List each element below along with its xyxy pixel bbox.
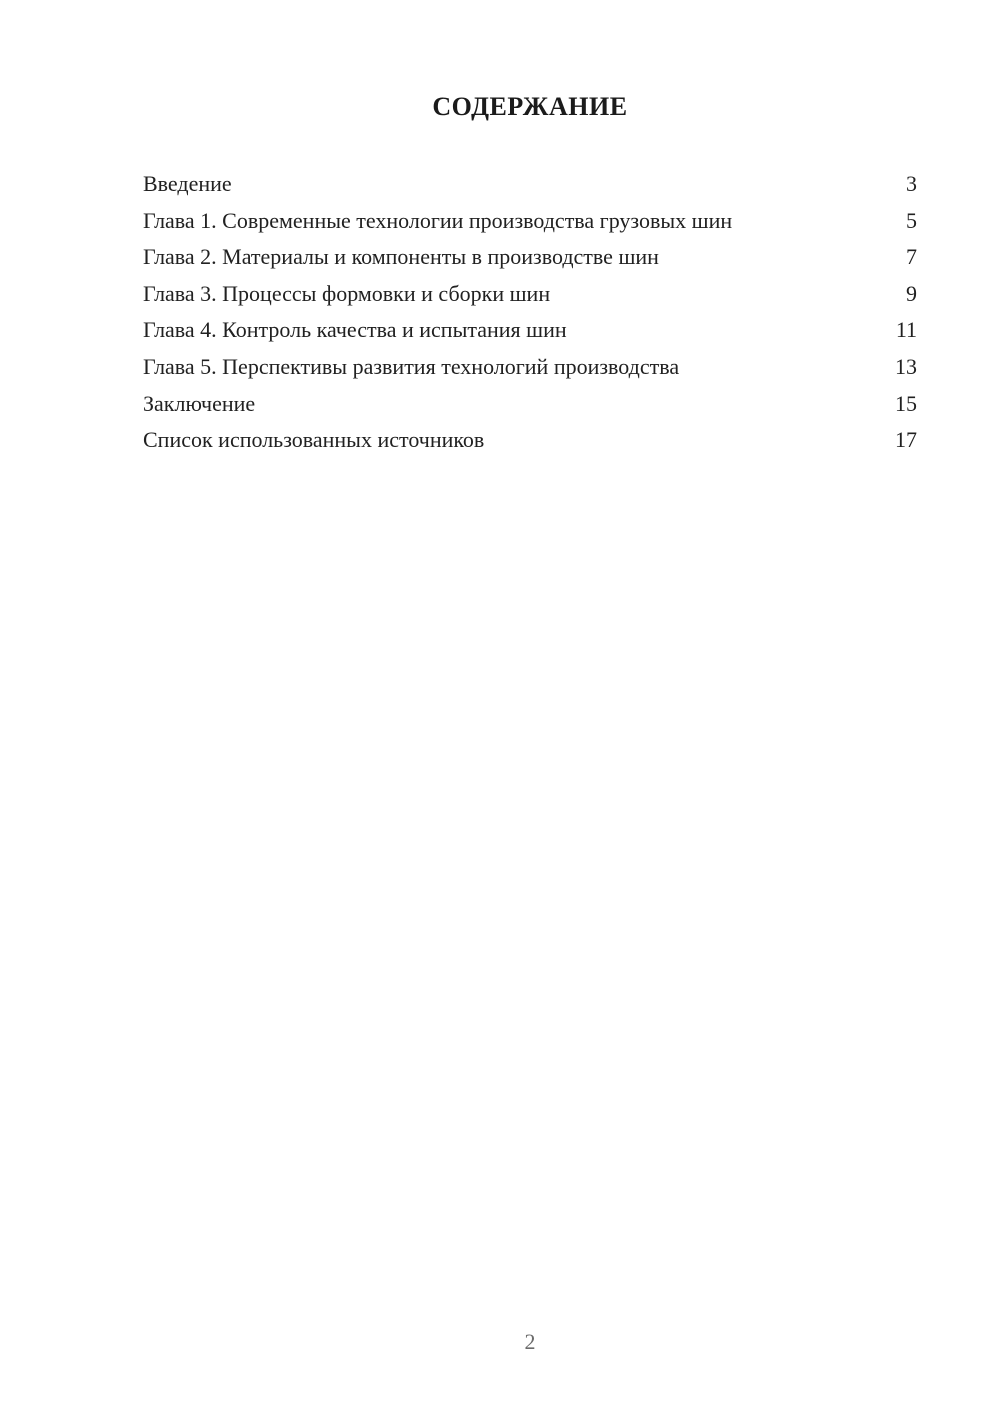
toc-entry-label: Глава 1. Современные технологии производства грузовых шин bbox=[143, 207, 733, 233]
toc-entry-page: 17 bbox=[895, 427, 917, 453]
page-title: СОДЕРЖАНИЕ bbox=[432, 92, 628, 121]
toc-entry-page: 3 bbox=[906, 171, 917, 196]
toc-entry bbox=[143, 166, 917, 203]
toc-entry-label: Глава 2. Материалы и компоненты в производстве шин bbox=[143, 244, 659, 270]
toc-entry-page: 13 bbox=[895, 353, 917, 379]
toc-entry-label: Глава 3. Процессы формовки и сборки шин bbox=[143, 280, 551, 306]
toc-entry-page: 7 bbox=[906, 244, 917, 270]
table-of-contents bbox=[143, 166, 917, 459]
toc-entry bbox=[143, 422, 917, 459]
toc-entry-label: Список использованных источников bbox=[143, 427, 485, 453]
toc-entry bbox=[143, 386, 917, 423]
toc-entry-page: 5 bbox=[906, 207, 917, 233]
toc-entry-label: Глава 4. Контроль качества и испытания шин bbox=[143, 317, 567, 343]
toc-entry bbox=[143, 349, 917, 386]
toc-entry bbox=[143, 239, 917, 276]
toc-entry bbox=[143, 203, 917, 240]
toc-entry-label: Глава 5. Перспективы развития технологий производства bbox=[143, 353, 680, 379]
toc-entry bbox=[143, 276, 917, 313]
page-number: 2 bbox=[524, 1329, 536, 1354]
toc-entry-label: Заключение bbox=[143, 390, 256, 416]
toc-entry bbox=[143, 312, 917, 349]
toc-entry-page: 11 bbox=[895, 317, 917, 343]
toc-entry-page: 9 bbox=[906, 280, 917, 306]
toc-entry-page: 15 bbox=[895, 390, 917, 416]
toc-entry-label: Введение bbox=[143, 171, 232, 196]
